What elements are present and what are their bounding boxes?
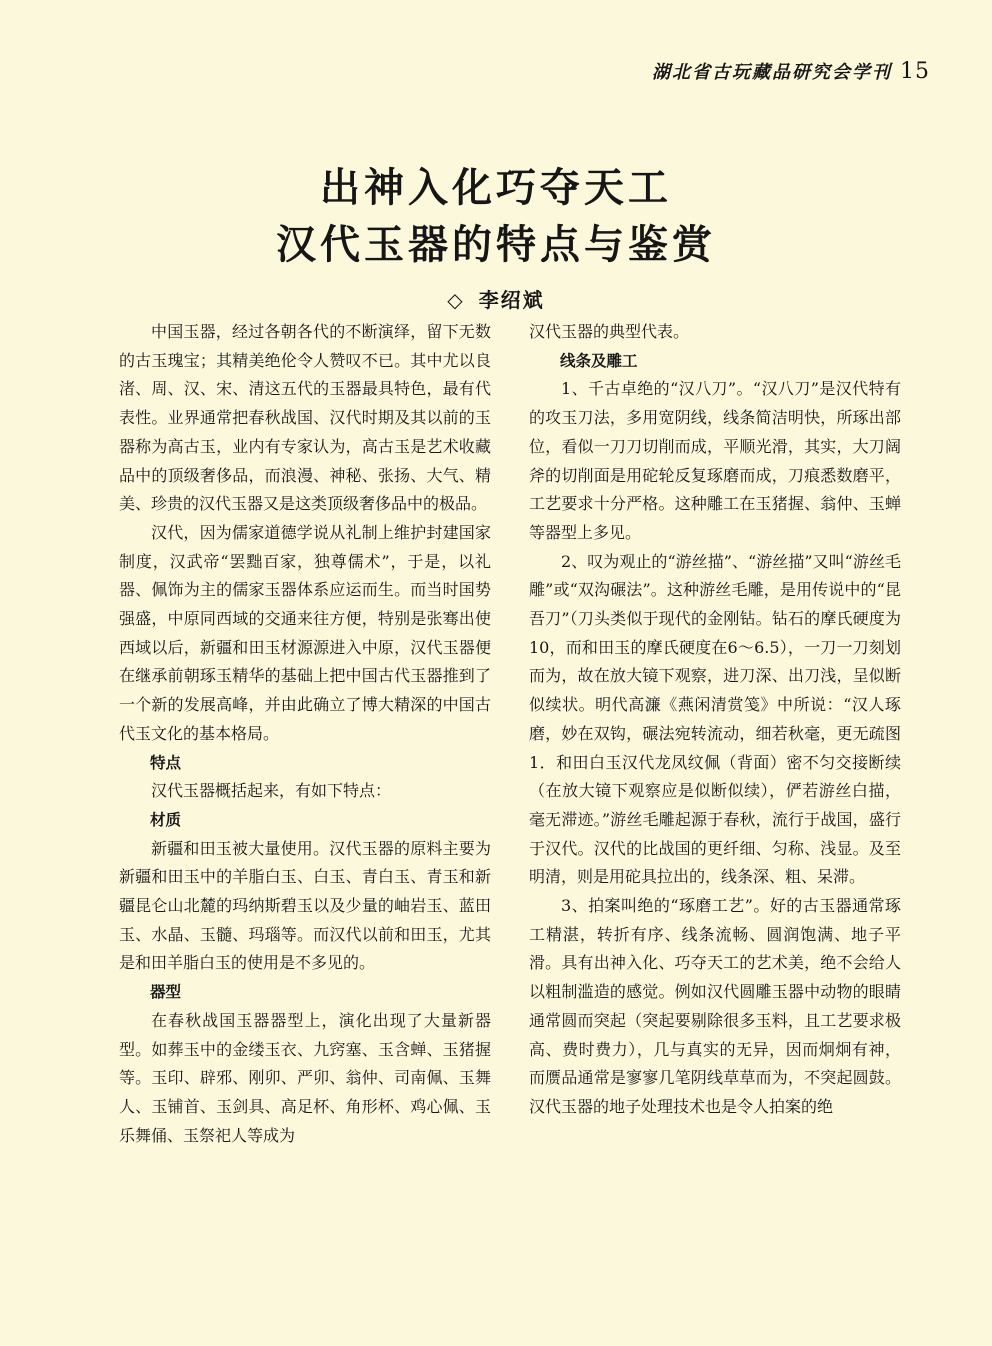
section-heading: 器型 <box>150 983 182 1002</box>
paragraph: 新疆和田玉被大量使用。汉代玉器的原料主要为新疆和田玉中的羊脂白玉、白玉、青白玉、青玉和新疆昆仑山北麓的玛纳斯碧玉以及少量的岫岩玉、蓝田玉、水晶、玉髓、玛瑙等。而汉代以前和田玉，尤其是和田羊脂白玉的使用是不多见的。 <box>119 838 491 973</box>
paragraph: 3、拍案叫绝的“琢磨工艺”。好的古玉器通常琢工精湛，转折有序、线条流畅、圆润饱满、地子平滑。具有出神入化、巧夺天工的艺术美，绝不会给人以粗制滥造的感觉。例如汉代圆雕玉器中动物的眼睛通常圆而突起（突起要剔除很多玉料，且工艺要求极高、费时费力），几与真实的无异，因而炯炯有神，而赝品通常是寥寥几笔阴线草草而为，不突起圆鼓。汉代玉器的地子处理技术也是令人拍案的绝 <box>529 896 901 1116</box>
section-heading: 材质 <box>150 810 182 829</box>
journal-name: 湖北省古玩藏品研究会学刊 <box>652 62 892 83</box>
left-column <box>119 318 491 1150</box>
paragraph: 汉代玉器概括起来，有如下特点： <box>151 781 392 801</box>
section-heading: 线条及雕工 <box>560 351 638 370</box>
title-line-2: 汉代玉器的特点与鉴赏 <box>276 221 716 268</box>
paragraph: 1、千古卓绝的“汉八刀”。“汉八刀”是汉代特有的攻玉刀法，多用宽阴线，线条简洁明快，所琢出部位，看似一刀刀切削而成，平顺光滑，其实，大刀阔斧的切削面是用砣轮反复琢磨而成，刀痕悉数磨平，工艺要求十分严格。这种雕工在玉猪握、翁仲、玉蝉等器型上多见。 <box>529 379 901 542</box>
right-column <box>529 318 901 1122</box>
paragraph: 在春秋战国玉器器型上，演化出现了大量新器型。如葬玉中的金缕玉衣、九窍塞、玉含蝉、玉猪握等。玉印、辟邪、刚卯、严卯、翁仲、司南佩、玉舞人、玉铺首、玉剑具、高足杯、角形杯、鸡心佩、玉乐舞俑、玉祭祀人等成为 <box>119 1010 491 1145</box>
diamond-icon: ◇ <box>447 288 465 312</box>
paragraph: 汉代玉器的典型代表。 <box>529 322 690 341</box>
article-title <box>0 160 992 274</box>
paragraph: 2、叹为观止的“游丝描”、“游丝描”又叫“游丝毛雕”或“双沟碾法”。这种游丝毛雕，是用传说中的“昆吾刀”（刀头类似于现代的金刚钻。钻石的摩氏硬度为10，而和田玉的摩氏硬度在6～6.5），一刀一刀刻划而为，故在放大镜下观察，进刀深、出刀浅，呈似断似续状。明代高濂《燕闲清赏笺》中所说：“汉人琢磨，妙在双钩，碾法宛转流动，细若秋毫，更无疏图1．和田白玉汉代龙凤纹佩（背面）密不匀交接断续（在放大镜下观察应是似断似续），俨若游丝白描，毫无滞迹。”游丝毛雕起源于春秋，流行于战国，盛行于汉代。汉代的比战国的更纤细、匀称、浅显。及至明清，则是用砣具拉出的，线条深、粗、呆滞。 <box>529 551 901 887</box>
author-line <box>0 284 992 313</box>
title-line-1: 出神入化巧夺天工 <box>320 164 672 211</box>
author-name: 李绍斌 <box>478 288 545 312</box>
running-header <box>652 58 930 84</box>
paragraph: 中国玉器，经过各朝各代的不断演绎，留下无数的古玉瑰宝；其精美绝伦令人赞叹不已。其中尤以良渚、周、汉、宋、清这五代的玉器最具特色，最有代表性。业界通常把春秋战国、汉代时期及其以前的玉器称为高古玉，业内有专家认为，高古玉是艺术收藏品中的顶级奢侈品，而浪漫、神秘、张扬、大气、精美、珍贵的汉代玉器又是这类顶级奢侈品中的极品。 <box>119 322 491 514</box>
page-number: 15 <box>900 59 930 84</box>
paragraph: 汉代，因为儒家道德学说从礼制上维护封建国家制度，汉武帝“罢黜百家，独尊儒术”，于是，以礼器、佩饰为主的儒家玉器体系应运而生。而当时国势强盛，中原同西域的交通来往方便，特别是张骞出使西域以后，新疆和田玉材源源进入中原，汉代玉器便在继承前朝琢玉精华的基础上把中国古代玉器推到了一个新的发展高峰，并由此确立了博大精深的中国古代玉文化的基本格局。 <box>119 522 491 743</box>
section-heading: 特点 <box>150 753 182 772</box>
